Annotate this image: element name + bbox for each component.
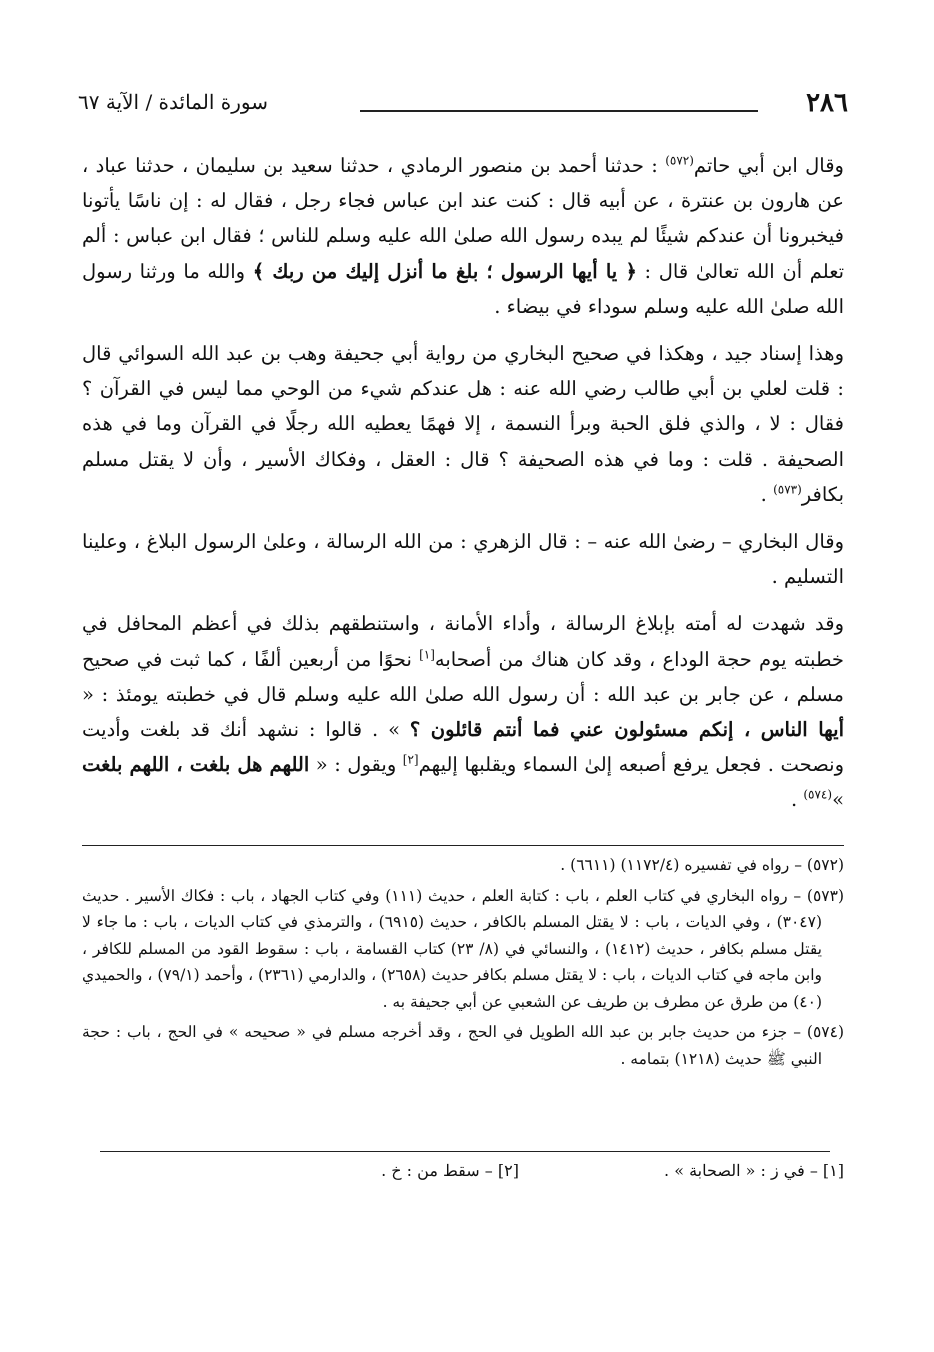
text-run: » . قالوا : نشهد أنك قد بلغت وأديت ونصحت . فجعل يرفع أصبعه إلىٰ السماء ويقلبها إليهم xyxy=(82,718,845,777)
footnotes xyxy=(82,852,844,1076)
footnote-ref: (٥٧٤) xyxy=(803,787,833,802)
text-run: نحوًا من أربعين ألفًا ، كما ثبت في صحيح مسلم ، عن جابر بن عبد الله : أن رسول الله صلىٰ الله عليه وسلم قال في خطبته يومئذ : « xyxy=(82,647,844,706)
paragraph-1 xyxy=(82,148,844,324)
footnote-rule xyxy=(82,845,844,846)
footnote-ref: (٥٧٢) xyxy=(665,153,694,168)
editor-note-2: [٢] – سقط من : خ . xyxy=(381,1161,519,1180)
text-run: . xyxy=(790,788,804,812)
quran-quote: ﴿ يا أيها الرسول ؛ بلغ ما أنزل إليك من ربك ﴾ xyxy=(252,259,637,283)
editor-notes xyxy=(150,1158,844,1184)
paragraph-2 xyxy=(82,336,844,512)
footnote-ref: (٥٧٣) xyxy=(773,482,802,497)
editor-note-1: [١] – في ز : « الصحابة » . xyxy=(664,1161,844,1180)
hadith-quote: أيها الناس ، إنكم مسئولون عني فما أنتم قائلون ؟ xyxy=(409,718,844,742)
page-header xyxy=(78,88,848,128)
text-run: وقال ابن أبي حاتم xyxy=(693,154,844,177)
editor-note-ref: [٢] xyxy=(402,752,419,767)
text-run: وهذا إسناد جيد ، وهكذا في صحيح البخاري من رواية أبي جحيفة وهب بن عبد الله السوائي قال : قلت لعلي بن أبي طالب رضي الله عنه : هل عندكم شيء من الوحي مما ليس في القرآن ؟ فقال : لا ، والذي فلق الحبة وبرأ النسمة ، إلا فهمًا يعطيه الله رجلًا في القرآن وما في هذه الصحيفة . قلت : وما في هذه الصحيفة ؟ قال : العقل ، وفكاك الأسير ، وأن لا يقتل مسلم بكافر xyxy=(82,342,844,506)
text-run: والله ما ورثنا رسول الله صلىٰ الله عليه وسلم سوداء في بيضاء . xyxy=(82,259,844,318)
footnote-text: جزء من حديث جابر بن عبد الله الطويل في الحج ، وقد أخرجه مسلم في « صحيحه » في الحج ، باب : حجة النبي ﷺ حديث (١٢١٨) بتمامه . xyxy=(82,1023,822,1068)
text-run: ويقول : « xyxy=(309,753,403,777)
paragraph-4 xyxy=(82,606,844,817)
footnote-number: (٥٧٢) – xyxy=(794,856,844,874)
footnote-574 xyxy=(82,1019,844,1072)
main-text xyxy=(82,148,844,818)
text-run: : حدثنا أحمد بن منصور الرمادي ، حدثنا سعيد بن سليمان ، حدثنا عباد ، عن هارون بن عنترة ، عن أبيه قال : كنت عند ابن عباس فجاء رجل ، فقال له : إن ناسًا يأتونا فيخبرونا أن عندكم شيئًا لم يبده رسول الله صلىٰ الله عليه وسلم للناس ؛ فقال ابن عباس : ألم تعلم أن الله تعالىٰ قال : xyxy=(82,154,845,283)
footnote-text: رواه البخاري في كتاب العلم ، باب : كتابة العلم ، حديث (١١١) وفي كتاب الجهاد ، باب : فكاك الأسير . حديث (٣٠٤٧) ، وفي الديات ، باب : لا يقتل المسلم بالكافر ، حديث (٦٩١٥) ، والترمذي في كتاب الديات ، باب : ما جاء لا يقتل مسلم بكافر ، حديث (١٤١٢) ، والنسائي في (٨/ ٢٣) كتاب القسامة ، باب : سقوط القود من المسلم للكافر ، وابن ماجه في كتاب الديات ، باب : لا يقتل مسلم بكافر حديث (٢٦٥٨) ، والدارمي (٢٣٦١) ، وأحمد (٧٩/١) ، والحميدي (٤٠) من طرق عن مطرف بن طريف عن الشعبي عن أبي جحيفة به . xyxy=(82,886,823,1011)
footnote-572 xyxy=(82,852,844,879)
footnote-number: (٥٧٣) – xyxy=(793,886,844,905)
hadith-quote: اللهم هل بلغت ، اللهم بلغت xyxy=(82,753,310,777)
header-rule xyxy=(360,110,758,112)
text-run: . xyxy=(760,482,774,506)
editor-note-ref: [١] xyxy=(419,647,435,662)
footnote-573 xyxy=(82,883,844,1016)
text-run: » xyxy=(832,788,844,812)
footnote-number: (٥٧٤) – xyxy=(793,1023,844,1041)
text-run: وقال البخاري – رضىٰ الله عنه – : قال الزهري : من الله الرسالة ، وعلىٰ الرسول البلاغ ، وعلينا التسليم . xyxy=(82,530,844,589)
paragraph-3 xyxy=(82,524,844,594)
page-number: ٢٨٦ xyxy=(806,88,848,118)
running-title: سورة المائدة / الآية ٦٧ xyxy=(78,90,268,114)
text-run: وقد شهدت له أمته بإبلاغ الرسالة ، وأداء الأمانة ، واستنطقهم بذلك في أعظم المحافل في خطبته يوم حجة الوداع ، وقد كان هناك من أصحابه xyxy=(82,612,844,671)
editor-notes-rule xyxy=(100,1151,830,1152)
footnote-text: رواه في تفسيره (١١٧٢/٤) (٦٦١١) . xyxy=(560,856,795,874)
